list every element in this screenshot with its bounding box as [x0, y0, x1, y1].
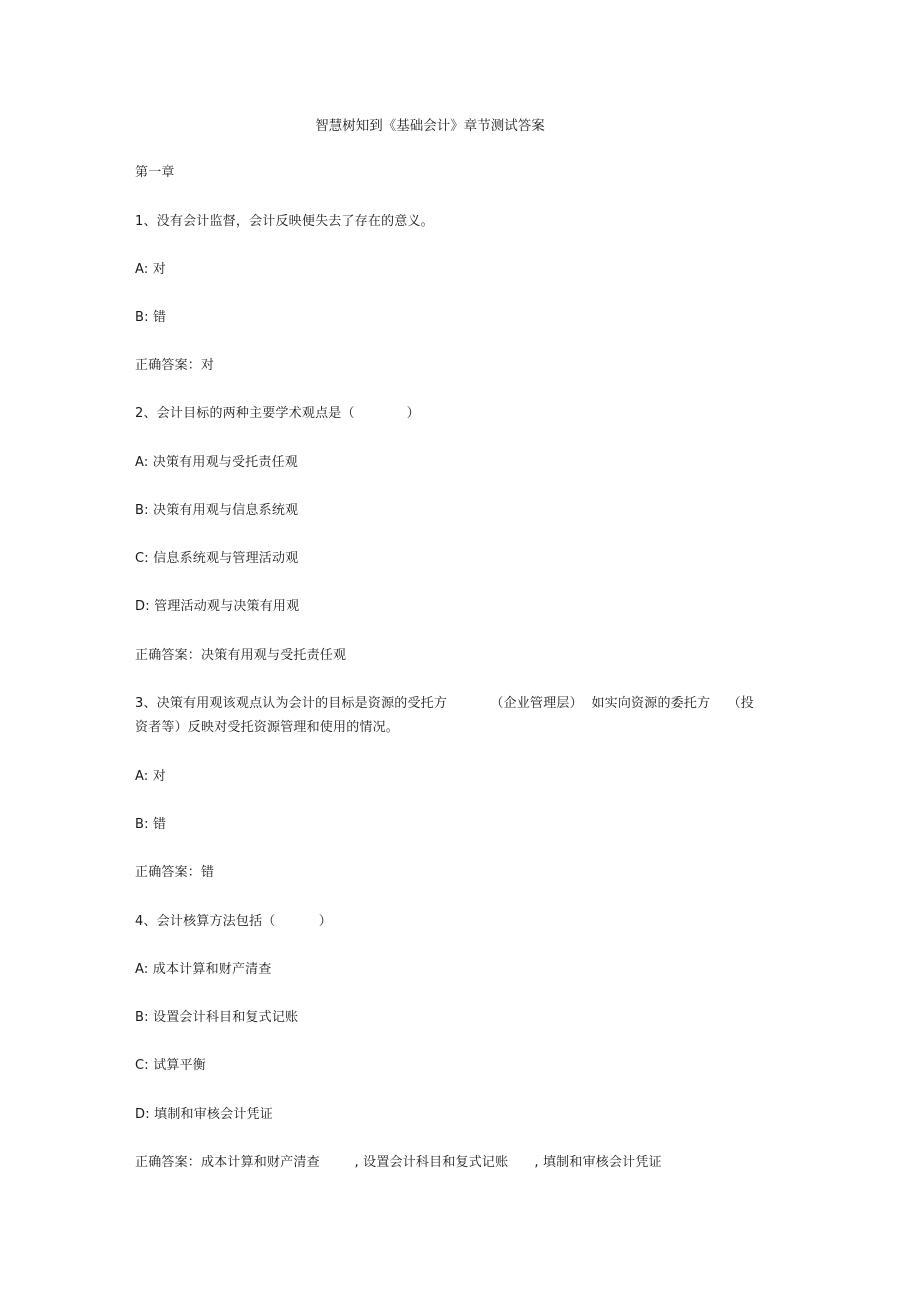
- question-4-text: 4、会计核算方法包括（ ）: [135, 914, 332, 929]
- question-3-option-a: A: 对: [135, 769, 166, 784]
- question-4-option-c: C: 试算平衡: [135, 1058, 206, 1073]
- question-3-option-b: B: 错: [135, 817, 167, 832]
- question-1-option-b: B: 错: [135, 310, 167, 325]
- question-2-option-b: B: 决策有用观与信息系统观: [135, 503, 299, 518]
- question-3-answer: 正确答案：错: [135, 865, 215, 880]
- chapter-heading: 第一章: [135, 165, 175, 180]
- question-1-answer: 正确答案：对: [135, 358, 215, 373]
- question-1-option-a: A: 对: [135, 262, 166, 277]
- document-title: 智慧树知到《基础会计》章节测试答案: [315, 118, 545, 134]
- question-4-option-a: A: 成本计算和财产清查: [135, 962, 272, 977]
- question-2-answer: 正确答案：决策有用观与受托责任观: [135, 648, 347, 663]
- question-3-text-line-1: 3、决策有用观该观点认为会计的目标是资源的受托方 （企业管理层） 如实向资源的委托方 （投: [135, 696, 754, 711]
- question-1-text: 1、没有会计监督，会计反映便失去了存在的意义。: [135, 214, 434, 229]
- question-4-option-b: B: 设置会计科目和复式记账: [135, 1010, 299, 1025]
- question-2-option-a: A: 决策有用观与受托责任观: [135, 455, 298, 470]
- question-3-text-line-2: 资者等）反映对受托资源管理和使用的情况。: [135, 720, 400, 735]
- question-2-option-d: D: 管理活动观与决策有用观: [135, 599, 300, 614]
- question-2-text: 2、会计目标的两种主要学术观点是（ ）: [135, 406, 420, 421]
- question-2-option-c: C: 信息系统观与管理活动观: [135, 551, 299, 566]
- question-4-answer: 正确答案：成本计算和财产清查 , 设置会计科目和复式记账 , 填制和审核会计凭证: [135, 1155, 662, 1170]
- question-4-option-d: D: 填制和审核会计凭证: [135, 1107, 273, 1122]
